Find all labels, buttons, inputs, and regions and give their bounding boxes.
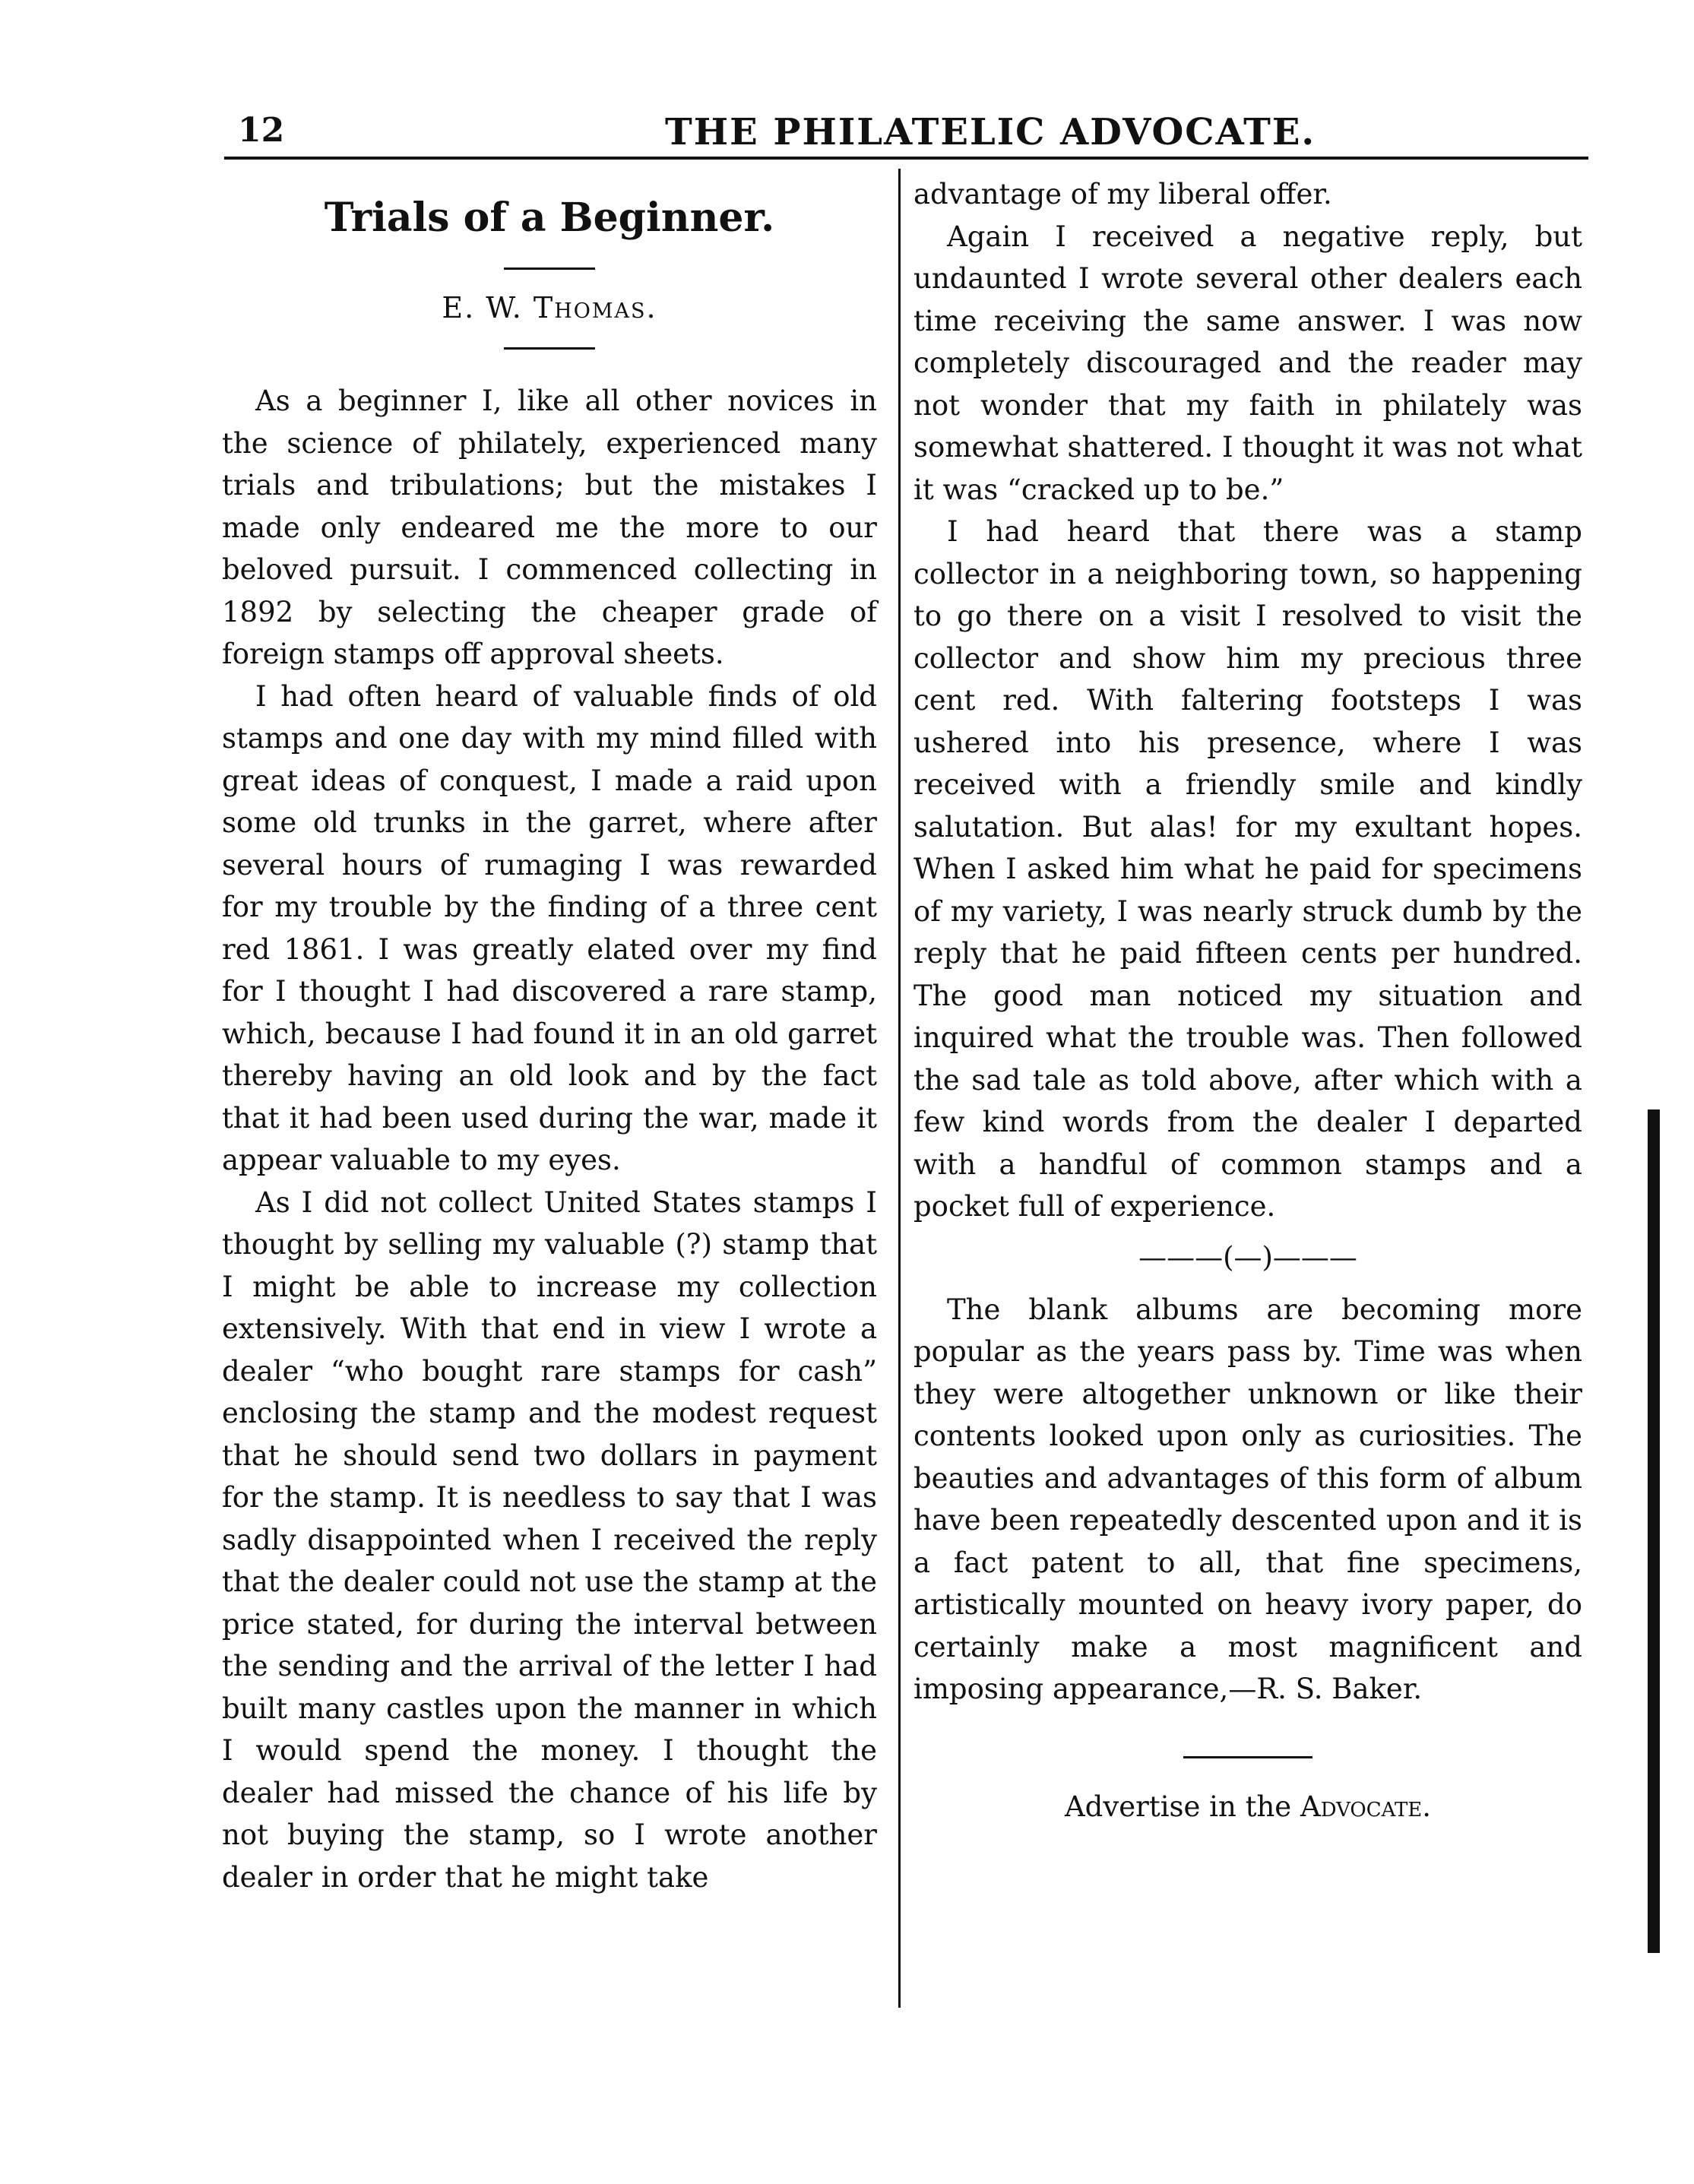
- article-paragraph: I had heard that there was a stamp collector in a neighboring town, so happening to go there on a visit I resolved to visit the collector and show him my precious three cent red. With faltering footsteps I was ushered into his presence, where I was received with a friendly smile and kindly salutation. But alas! for my exultant hopes. When I asked him what he paid for specimens of my variety, I was nearly struck dumb by the reply that he paid fifteen cents per hundred. The good man noticed my situation and inquired what the trouble was. Then followed the sad tale as told above, after which with a few kind words from the dealer I departed with a handful of common stamps and a pocket full of experience.: [913, 515, 1582, 1223]
- column-divider: [898, 169, 901, 2008]
- page-edge-bar: [1648, 1109, 1660, 1953]
- title-rule: [504, 267, 595, 270]
- article-continuation: advantage of my liberal offer.: [913, 178, 1332, 210]
- article-byline: [222, 286, 877, 329]
- author-name: E. W. Thomas.: [442, 291, 657, 324]
- note-paragraph: The blank albums are becoming more popular as the years pass by. Time was when they were altogether unknown or like their contents looked upon only as curiosities. The beauties and advantages of this form of album have been repeatedly descented upon and it is a fact patent to all, that fine specimens, artistically mounted on heavy ivory paper, do certainly make a most magnificent and imposing appearance,—R. S. Baker.: [913, 1293, 1582, 1705]
- advert-name: Advocate.: [1300, 1790, 1432, 1823]
- article-title: Trials of a Beginner.: [324, 195, 775, 241]
- header-rule: [224, 157, 1588, 160]
- section-separator: ———(—)———: [1138, 1240, 1357, 1274]
- article-paragraph: As I did not collect United States stamps I thought by selling my valuable (?) stamp that I might be able to increase my collection extensively. With that end in view I wrote a dealer “who bought rare stamps for cash” enclosing the stamp and the modest request that he should send two dollars in payment for the stamp. It is needless to say that I was sadly disappointed when I received the reply that the dealer could not use the stamp at the price stated, for during the interval between the sending and the arrival of the letter I had built many castles upon the manner in which I would spend the money. I thought the dealer had missed the chance of his life by not buying the stamp, so I wrote another dealer in order that he might take: [222, 1185, 877, 1894]
- article-paragraph: I had often heard of valuable finds of old stamps and one day with my mind filled with great ideas of conquest, I made a raid upon some old trunks in the garret, where after several hours of rumaging I was rewarded for my trouble by the finding of a three cent red 1861. I was greatly elated over my find for I thought I had discovered a rare stamp, which, because I had found it in an old garret thereby having an old look and by the fact that it had been used during the war, made it appear valuable to my eyes.: [222, 679, 877, 1176]
- right-column: [913, 173, 1582, 1828]
- page-number: 12: [238, 111, 285, 150]
- running-head: THE PHILATELIC ADVOCATE.: [665, 111, 1316, 154]
- byline-rule: [504, 347, 595, 350]
- advertise-line: [913, 1786, 1582, 1828]
- article-paragraph: Again I received a negative reply, but undaunted I wrote several other dealers each time receiving the same answer. I was now completely discouraged and the reader may not wonder that my faith in philately was somewhat shattered. I thought it was not what it was “cracked up to be.”: [913, 220, 1582, 506]
- advert-prefix: Advertise in the: [1064, 1790, 1300, 1823]
- article-paragraph: As a beginner I, like all other novices in the science of philately, experienced many trials and tribulations; but the mistakes I made only endeared me the more to our beloved pursuit. I commenced collecting in 1892 by selecting the cheaper grade of foreign stamps off approval sheets.: [222, 385, 877, 670]
- left-column: [222, 173, 877, 1898]
- end-rule: [1183, 1756, 1312, 1758]
